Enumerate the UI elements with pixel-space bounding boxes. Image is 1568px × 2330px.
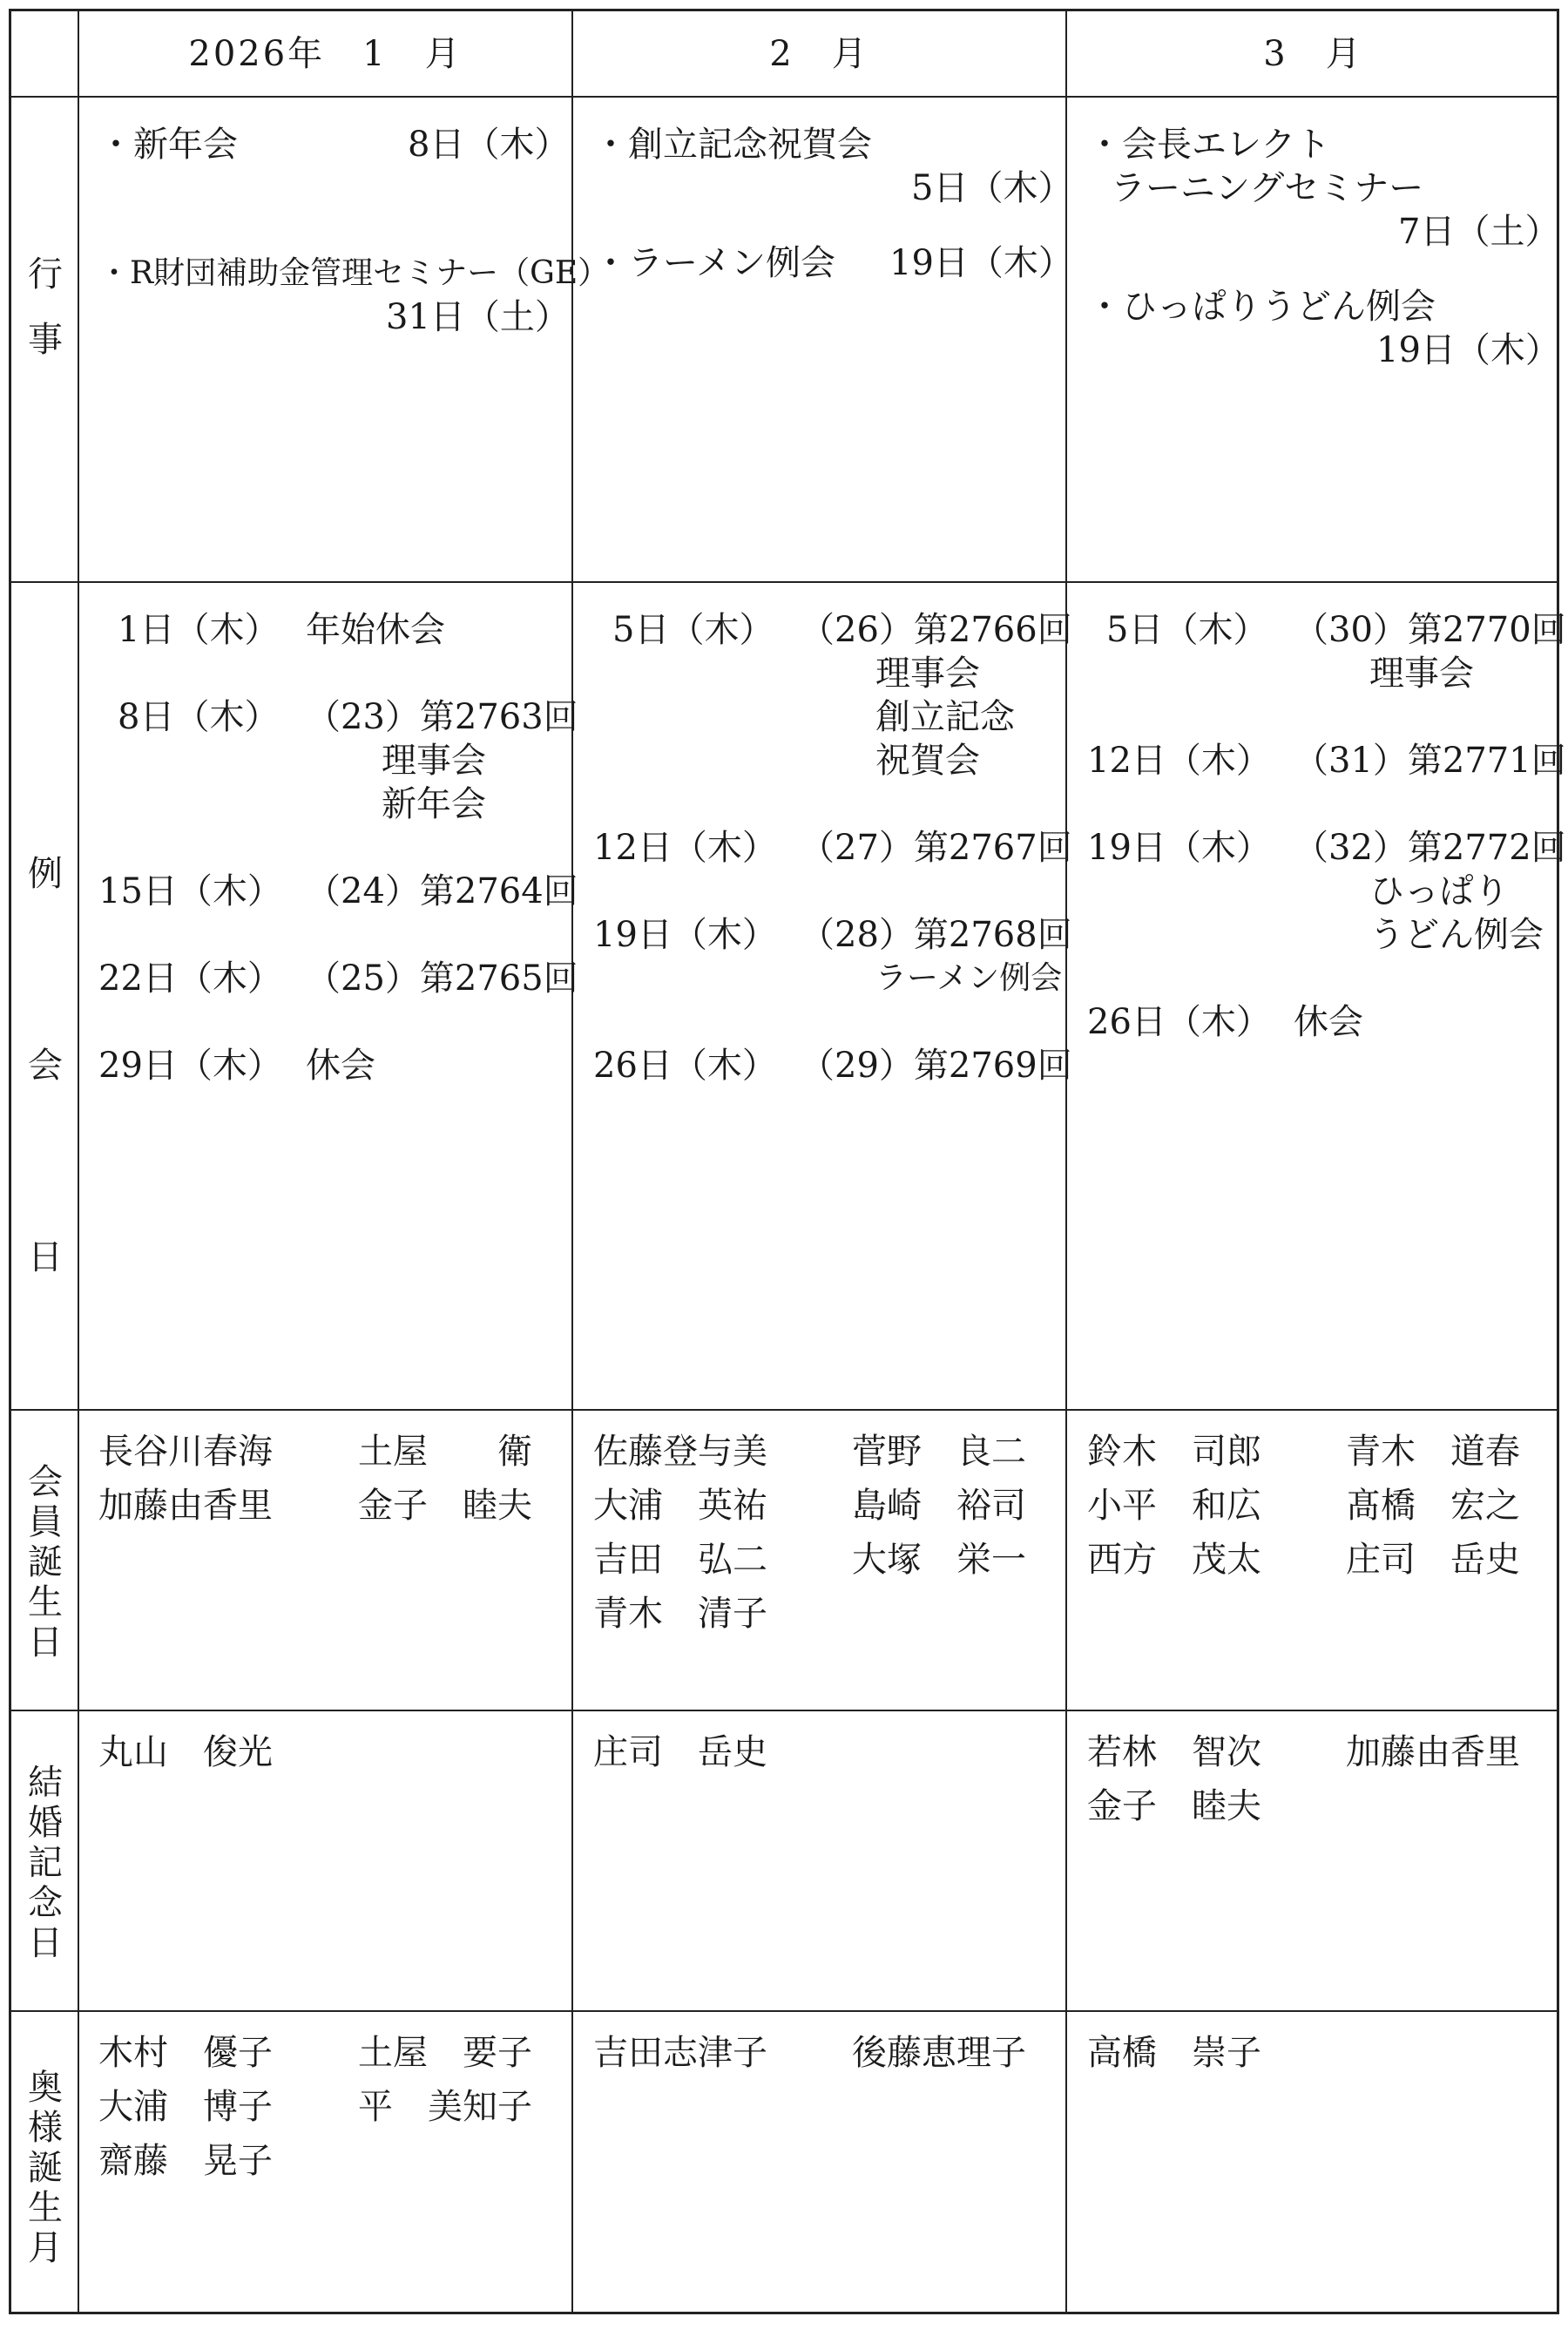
- birthday-name: 大塚 栄一: [852, 1540, 1026, 1580]
- anniversary-name: 若林 智次: [1087, 1732, 1261, 1772]
- birthday-name: 大浦 英祐: [593, 1486, 767, 1526]
- birthday-name: 土屋 衛: [358, 1432, 532, 1472]
- meeting-mar-3-note: ひっぱり: [1369, 871, 1509, 911]
- header-month-1: 2026年 1 月: [188, 34, 463, 74]
- event-feb-1-date: 5日（木）: [911, 168, 1073, 208]
- col-divider: [1065, 11, 1067, 2312]
- anniversary-name: 金子 睦夫: [1087, 1786, 1261, 1826]
- anniversary-name: 庄司 岳史: [593, 1732, 767, 1772]
- meeting-feb-3-note: ラーメン例会: [875, 960, 1063, 996]
- event-mar-1: ・会長エレクト: [1087, 125, 1331, 165]
- birthday-name: 西方 茂太: [1087, 1540, 1261, 1580]
- header-month-2: 2 月: [769, 34, 869, 74]
- birthday-name: 島崎 裕司: [852, 1486, 1026, 1526]
- row-label-events: 行 事: [28, 254, 63, 360]
- meeting-jan-2-date: 8日（木）: [118, 697, 280, 737]
- birthday-name: 青木 道春: [1346, 1432, 1520, 1472]
- meeting-mar-4-date: 26日（木）: [1087, 1002, 1271, 1042]
- row-label-anniversaries: 結 婚 記 念 日: [28, 1763, 63, 1963]
- meeting-mar-2: （31）第2771回: [1294, 741, 1566, 781]
- meeting-jan-3: （24）第2764回: [306, 871, 578, 911]
- meeting-jan-5: 休会: [306, 1046, 375, 1086]
- row-label-meetings: 例 会 日: [28, 854, 63, 1277]
- meeting-feb-1-note: 祝賀会: [875, 741, 980, 781]
- meeting-jan-4: （25）第2765回: [306, 958, 578, 999]
- meeting-jan-2-note: 理事会: [382, 741, 486, 781]
- anniversary-name: 加藤由香里: [1346, 1732, 1520, 1772]
- meeting-mar-3: （32）第2772回: [1294, 828, 1566, 868]
- meeting-jan-2: （23）第2763回: [306, 697, 578, 737]
- event-jan-1-date: 8日（木）: [408, 125, 570, 165]
- meeting-feb-1: （26）第2766回: [800, 610, 1072, 650]
- birthday-name: 金子 睦夫: [358, 1486, 532, 1526]
- meeting-jan-1: 年始休会: [306, 610, 445, 650]
- event-feb-1: ・創立記念祝賀会: [593, 125, 872, 165]
- row-label-spouse-birthdays: 奥 様 誕 生 月: [28, 2068, 63, 2268]
- meeting-feb-1-note: 創立記念: [875, 697, 1015, 737]
- spouse-birthday-name: 吉田志津子: [593, 2033, 767, 2073]
- event-mar-2: ・ひっぱりうどん例会: [1087, 287, 1436, 327]
- meeting-feb-2-date: 12日（木）: [593, 828, 777, 868]
- spouse-birthday-name: 後藤恵理子: [852, 2033, 1026, 2073]
- meeting-mar-1: （30）第2770回: [1294, 610, 1566, 650]
- meeting-feb-3-date: 19日（木）: [593, 915, 777, 955]
- event-mar-1-line2: ラーニングセミナー: [1111, 168, 1424, 208]
- birthday-name: 菅野 良二: [852, 1432, 1026, 1472]
- meeting-mar-3-note: うどん例会: [1369, 915, 1544, 955]
- birthday-name: 長谷川春海: [98, 1432, 273, 1472]
- event-mar-2-date: 19日（木）: [1376, 330, 1560, 370]
- spouse-birthday-name: 大浦 博子: [98, 2087, 273, 2127]
- birthday-name: 佐藤登与美: [593, 1432, 767, 1472]
- birthday-name: 加藤由香里: [98, 1486, 273, 1526]
- meeting-mar-4: 休会: [1294, 1002, 1363, 1042]
- row-divider: [11, 1710, 1557, 1711]
- meeting-jan-4-date: 22日（木）: [98, 958, 282, 999]
- birthday-name: 青木 清子: [593, 1594, 767, 1634]
- row-divider: [11, 1409, 1557, 1411]
- header-month-3: 3 月: [1263, 34, 1363, 74]
- meeting-mar-2-date: 12日（木）: [1087, 741, 1271, 781]
- meeting-jan-2-note: 新年会: [382, 784, 486, 824]
- spouse-birthday-name: 木村 優子: [98, 2033, 273, 2073]
- col-divider: [571, 11, 573, 2312]
- event-feb-2: ・ラーメン例会: [593, 243, 835, 283]
- spouse-birthday-name: 齋藤 晃子: [98, 2141, 273, 2181]
- birthday-name: 吉田 弘二: [593, 1540, 767, 1580]
- row-divider: [11, 581, 1557, 583]
- meeting-feb-2: （27）第2767回: [800, 828, 1072, 868]
- meeting-feb-1-date: 5日（木）: [612, 610, 774, 650]
- row-label-birthdays: 会 員 誕 生 日: [28, 1462, 63, 1663]
- meeting-mar-1-date: 5日（木）: [1106, 610, 1268, 650]
- spouse-birthday-name: 平 美知子: [358, 2087, 532, 2127]
- meeting-feb-1-note: 理事会: [875, 654, 980, 694]
- event-feb-2-date: 19日（木）: [889, 243, 1073, 283]
- meeting-feb-4-date: 26日（木）: [593, 1046, 777, 1086]
- spouse-birthday-name: 高橋 崇子: [1087, 2033, 1261, 2073]
- meeting-mar-1-note: 理事会: [1369, 654, 1474, 694]
- event-mar-1-date: 7日（土）: [1398, 212, 1560, 252]
- event-jan-2-date: 31日（土）: [386, 297, 570, 337]
- birthday-name: 鈴木 司郎: [1087, 1432, 1261, 1472]
- anniversary-name: 丸山 俊光: [98, 1732, 273, 1772]
- spouse-birthday-name: 土屋 要子: [358, 2033, 532, 2073]
- meeting-mar-3-date: 19日（木）: [1087, 828, 1271, 868]
- meeting-jan-5-date: 29日（木）: [98, 1046, 282, 1086]
- meeting-jan-1-date: 1日（木）: [118, 610, 280, 650]
- row-divider: [11, 2010, 1557, 2012]
- birthday-name: 小平 和広: [1087, 1486, 1261, 1526]
- event-jan-2: ・R財団補助金管理セミナー（GE）: [98, 255, 610, 291]
- meeting-feb-4: （29）第2769回: [800, 1046, 1072, 1086]
- event-jan-1: ・新年会: [98, 125, 238, 165]
- meeting-jan-3-date: 15日（木）: [98, 871, 282, 911]
- birthday-name: 庄司 岳史: [1346, 1540, 1520, 1580]
- meeting-feb-3: （28）第2768回: [800, 915, 1072, 955]
- birthday-name: 髙橋 宏之: [1346, 1486, 1520, 1526]
- schedule-table: [9, 9, 1566, 2314]
